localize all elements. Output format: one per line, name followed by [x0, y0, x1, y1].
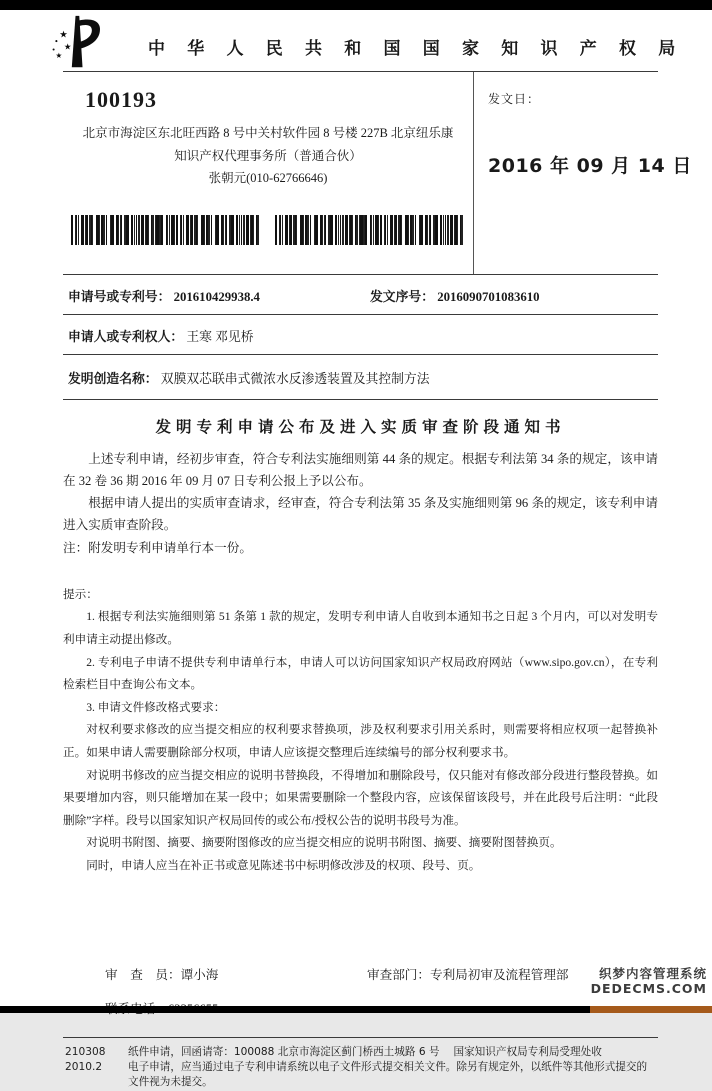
- dedecms-watermark: [591, 967, 707, 996]
- svg-text:★: ★: [55, 50, 63, 60]
- department-name: 专利局初审及流程管理部: [429, 967, 569, 982]
- document-header: [55, 10, 685, 72]
- invention-label: 发明创造名称：: [68, 372, 158, 386]
- hint-item-1: 1. 根据专利法实施细则第 51 条第 1 款的规定，发明专利申请人自收到本通知书之日起 3 个月内，可以对发明专利申请主动提出修改。: [63, 610, 658, 646]
- hint-item-4: 对权利要求修改的应当提交相应的权利要求替换项，涉及权利要求引用关系时，则需要将相应权项一起替换补正。如果申请人需要删除部分权项，申请人应该提交整理后连续编号的部分权利要求书。: [63, 723, 658, 759]
- org-title: 中 华 人 民 共 和 国 国 家 知 识 产 权 局: [148, 39, 685, 58]
- watermark-line-2: DEDECMS.COM: [590, 980, 707, 996]
- department-label: 审查部门：: [367, 967, 430, 982]
- svg-text:★: ★: [59, 30, 68, 41]
- sipo-logo-icon: [47, 14, 105, 70]
- notice-note: 注：附发明专利申请单行本一份。: [63, 540, 252, 555]
- svg-text:★: ★: [63, 42, 72, 52]
- applicant-label: 申请人或专利权人：: [68, 330, 184, 344]
- footer-paper-instruction: 纸件申请，回函请寄：100088 北京市海淀区蓟门桥西土城路 6 号 国家知识产权局专利局受理处收: [128, 1045, 602, 1058]
- barcode-left: [71, 215, 259, 245]
- examiner-name: 谭小海: [180, 967, 219, 982]
- footer-form-code: 210308: [65, 1045, 106, 1058]
- hint-item-7: 同时，申请人应当在补正书或意见陈述书中标明修改涉及的权项、段号、页。: [86, 858, 481, 872]
- footer-efiling-instruction: 电子申请，应当通过电子专利申请系统以电子文件形式提交相关文件。除另有规定外，以纸件等其他形式提交的文件视为未提交。: [128, 1060, 648, 1089]
- address-line-1: 北京市海淀区东北旺西路 8 号中关村软件园 8 号楼 227B 北京纽乐康: [82, 126, 454, 140]
- invention-value: 双膜双芯联串式微浓水反渗透装置及其控制方法: [160, 372, 430, 386]
- notice-body: [63, 448, 658, 559]
- application-no-value: 201610429938.4: [173, 290, 260, 304]
- address-line-2: 知识产权代理事务所（普通合伙）: [174, 148, 362, 163]
- application-number-row: [63, 275, 658, 315]
- footer-block: [63, 1037, 658, 1091]
- invention-title-row: [63, 355, 658, 400]
- watermark-line-1: 织梦内容管理系统: [598, 966, 707, 982]
- hint-item-2: 2. 专利电子申请不提供专利申请单行本，申请人可以访问国家知识产权局政府网站（www.sipo.gov.cn），在专利检索栏目中查询公布文本。: [63, 655, 658, 692]
- mailing-address: [63, 122, 473, 190]
- serial-no-value: 2016090701083610: [437, 290, 540, 304]
- notice-paragraph-1: 上述专利申请，经初步审查，符合专利法实施细则第 44 条的规定。根据专利法第 34 条的规定，该申请在 32 卷 36 期 2016 年 09 月 07 日专利公报上予以公布。: [63, 452, 658, 489]
- application-no-label: 申请号或专利号：: [68, 290, 171, 304]
- applicant-value: 王寒 邓见桥: [186, 330, 254, 344]
- hint-item-5: 对说明书修改的应当提交相应的说明书替换段，不得增加和删除段号，仅只能对有修改部分段进行整段替换。如果要增加内容，则只能增加在某一段中；如果需要删除一个整段内容，应该保留该段号，并在此段号后注明：“此段删除”字样。段号以国家知识产权局回传的或公布/授权公告的说明书段号为准。: [63, 768, 658, 827]
- footer-form-year: 2010.2: [65, 1060, 103, 1073]
- hints-title: 提示：: [63, 587, 98, 601]
- issue-date-label: 发文日：: [488, 92, 541, 106]
- applicant-row: [63, 315, 658, 355]
- hint-item-6: 对说明书附图、摘要、摘要附图修改的应当提交相应的说明书附图、摘要、摘要附图替换页。: [86, 836, 562, 850]
- bottom-black-bar: [0, 1006, 712, 1013]
- issue-date-box: [473, 72, 692, 274]
- serial-no-label: 发文序号：: [370, 290, 434, 304]
- mailing-block: [63, 72, 473, 274]
- barcode-right: [275, 215, 463, 245]
- hint-item-3: 3. 申请文件修改格式要求：: [86, 700, 226, 714]
- top-black-bar: [0, 0, 712, 10]
- hints-section: [63, 584, 658, 878]
- examiner-label: 审 查 员：: [105, 967, 181, 982]
- notice-title: 发明专利申请公布及进入实质审查阶段通知书: [155, 419, 566, 436]
- issue-date-value: 2016 年 09 月 14 日: [488, 155, 692, 177]
- notice-paragraph-2: 根据申请人提出的实质审查请求，经审查，符合专利法第 35 条及实施细则第 96 条的规定，该专利申请进入实质审查阶段。: [63, 496, 658, 533]
- bottom-bar-accent: [590, 1006, 712, 1013]
- address-line-3: 张朝元(010-62766646): [208, 171, 328, 185]
- barcode-row: [71, 215, 473, 245]
- address-date-section: [63, 72, 692, 275]
- postal-code: 100193: [85, 87, 157, 112]
- signoff-row: [63, 964, 658, 983]
